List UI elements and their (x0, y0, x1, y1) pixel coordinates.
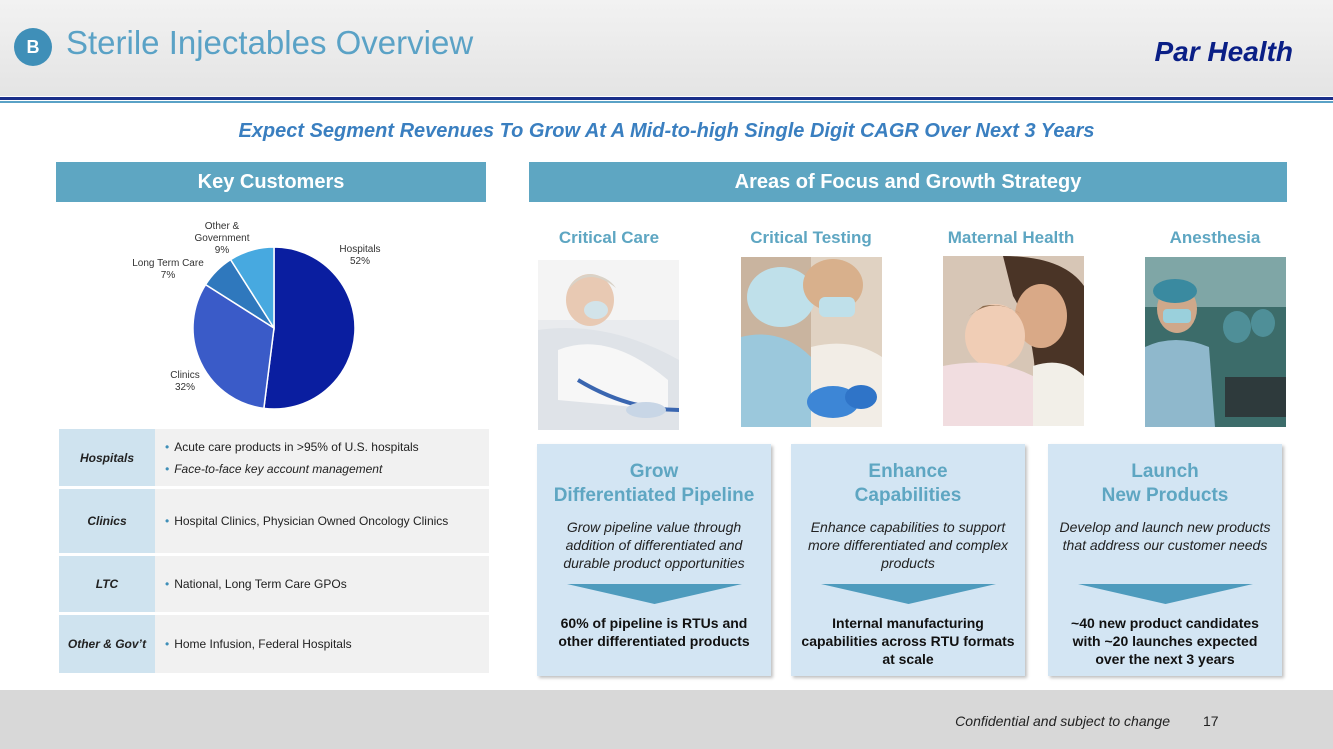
header-rule-light (0, 101, 1333, 103)
strategy-heading: Launch New Products (1101, 461, 1229, 506)
customer-pie-chart (110, 212, 440, 418)
customer-row-hospitals (59, 429, 489, 486)
anesthesia-photo (1145, 257, 1286, 427)
customer-head: Other & Gov’t (59, 615, 155, 673)
pie-label-clinics: Clinics 32% (170, 370, 200, 393)
strategy-description: Grow pipeline value through addition of differentiated and durable product opportunities (563, 519, 745, 571)
strategy-result: ~40 new product candidates with ~20 launches expected over the next 3 years (1071, 615, 1259, 667)
area-maternal-health: Maternal Health (947, 228, 1075, 247)
customer-item: • Hospital Clinics, Physician Owned Oncology Clinics (165, 514, 449, 528)
customer-item: • Home Infusion, Federal Hospitals (165, 637, 352, 651)
chevron-down-icon (821, 584, 996, 604)
slide-subtitle: Expect Segment Revenues To Grow At A Mid-to-high Single Digit CAGR Over Next 3 Years (238, 120, 1095, 142)
strategy-enhance (791, 444, 1025, 676)
focus-strategy-header: Areas of Focus and Growth Strategy (529, 162, 1287, 202)
pie-slice-hospitals (264, 247, 355, 409)
area-critical-testing: Critical Testing (750, 228, 872, 247)
customer-head: LTC (59, 556, 155, 612)
customer-row-other (59, 615, 489, 673)
customer-head: Clinics (59, 489, 155, 553)
page-number: 17 (1203, 713, 1219, 729)
strategy-description: Develop and launch new products that address our customer needs (1059, 519, 1271, 553)
confidential-note: Confidential and subject to change (955, 713, 1170, 729)
strategy-heading: Enhance Capabilities (854, 461, 962, 506)
maternal-health-photo (943, 256, 1084, 426)
strategy-result: Internal manufacturing capabilities across RTU formats at scale (801, 615, 1015, 667)
customer-row-ltc (59, 556, 489, 612)
customer-item: • National, Long Term Care GPOs (165, 577, 347, 591)
section-badge: B (14, 28, 52, 66)
customer-item: • Acute care products in >95% of U.S. hospitals (165, 439, 419, 454)
chevron-down-icon (567, 584, 742, 604)
chevron-down-icon (1078, 584, 1253, 604)
customer-item: • Face-to-face key account management (165, 461, 383, 476)
strategy-grow (537, 444, 771, 676)
pie-label-other: Other & Government 9% (194, 221, 250, 256)
strategy-description: Enhance capabilities to support more differentiated and complex products (808, 519, 1008, 571)
customer-head: Hospitals (59, 429, 155, 486)
key-customers-header: Key Customers (56, 162, 486, 202)
pie-label-ltc: Long Term Care 7% (132, 258, 204, 281)
strategy-result: 60% of pipeline is RTUs and other differentiated products (558, 615, 750, 649)
critical-care-photo (538, 260, 679, 430)
critical-testing-photo (741, 257, 882, 427)
strategy-launch (1048, 444, 1282, 676)
brand-logo-text: Par Health (1154, 36, 1293, 67)
strategy-heading: Grow Differentiated Pipeline (553, 461, 755, 506)
area-anesthesia: Anesthesia (1169, 228, 1261, 247)
pie-label-hospitals: Hospitals 52% (339, 244, 381, 267)
area-critical-care: Critical Care (558, 228, 660, 247)
page-title: Sterile Injectables Overview (66, 24, 474, 61)
customer-row-clinics (59, 489, 489, 553)
header-rule-dark (0, 97, 1333, 100)
